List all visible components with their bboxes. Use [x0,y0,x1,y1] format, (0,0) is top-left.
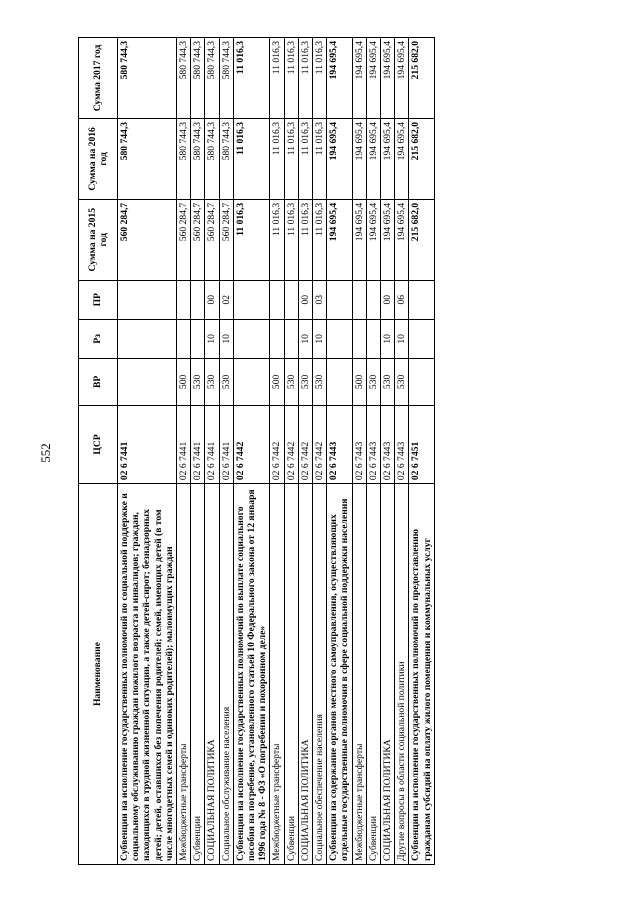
cell-sum-2017: 194 695,4 [366,38,380,119]
cell-sum-2015: 215 682,0 [409,199,434,280]
table-row [366,38,380,865]
cell-name: Межбюджетные трансферты [270,484,284,865]
table-row [352,38,366,865]
cell-sum-2015: 560 284,7 [191,199,205,280]
cell-rz [191,319,205,358]
cell-vr: 530 [381,358,395,405]
cell-name: Межбюджетные трансферты [352,484,366,865]
table-row [233,38,270,865]
cell-vr [233,358,270,405]
cell-pr [118,280,177,319]
cell-sum-2016: 580 744,3 [205,118,219,199]
cell-sum-2015: 11 016,3 [284,199,298,280]
cell-sum-2017: 194 695,4 [395,38,409,119]
cell-sum-2017: 580 744,3 [177,38,191,119]
header-sum-2017: Сумма 2017 год [79,38,118,119]
cell-sum-2017: 580 744,3 [191,38,205,119]
cell-rz [409,319,434,358]
cell-csr: 02 6 7443 [366,405,380,483]
cell-sum-2015: 560 284,7 [118,199,177,280]
cell-vr: 530 [366,358,380,405]
header-csr: ЦСР [79,405,118,483]
cell-name: СОЦИАЛЬНАЯ ПОЛИТИКА [205,484,219,865]
cell-sum-2015: 11 016,3 [298,199,312,280]
cell-sum-2017: 580 744,3 [205,38,219,119]
cell-sum-2016: 215 682,0 [409,118,434,199]
cell-pr [177,280,191,319]
cell-pr [352,280,366,319]
cell-pr [270,280,284,319]
table-row [409,38,434,865]
cell-rz: 10 [313,319,327,358]
cell-name: Субвенции [191,484,205,865]
cell-rz: 10 [298,319,312,358]
cell-vr: 530 [191,358,205,405]
cell-rz [177,319,191,358]
table-row [177,38,191,865]
cell-pr [191,280,205,319]
cell-sum-2016: 11 016,3 [298,118,312,199]
header-sum-2015: Сумма на 2015 год [79,199,118,280]
cell-csr: 02 6 7441 [177,405,191,483]
cell-csr: 02 6 7443 [352,405,366,483]
cell-vr: 500 [270,358,284,405]
cell-rz: 10 [219,319,233,358]
cell-name: Субвенции [366,484,380,865]
cell-vr: 530 [219,358,233,405]
budget-table [78,37,435,865]
cell-sum-2016: 194 695,4 [327,118,352,199]
cell-sum-2015: 11 016,3 [233,199,270,280]
cell-pr [284,280,298,319]
cell-pr [409,280,434,319]
cell-sum-2017: 11 016,3 [298,38,312,119]
cell-name: Социальное обслуживание населения [219,484,233,865]
cell-csr: 02 6 7442 [284,405,298,483]
cell-pr: 00 [298,280,312,319]
table-header-row [79,38,118,865]
page-number: 552 [37,443,53,463]
table-row [327,38,352,865]
cell-rz [233,319,270,358]
cell-rz [352,319,366,358]
cell-rz [327,319,352,358]
cell-name: СОЦИАЛЬНАЯ ПОЛИТИКА [381,484,395,865]
cell-vr: 530 [205,358,219,405]
cell-sum-2015: 560 284,7 [219,199,233,280]
header-rz: Рз [79,319,118,358]
table-row [284,38,298,865]
cell-pr [233,280,270,319]
cell-pr: 02 [219,280,233,319]
cell-csr: 02 6 7443 [327,405,352,483]
cell-sum-2016: 11 016,3 [284,118,298,199]
cell-sum-2015: 194 695,4 [381,199,395,280]
cell-rz: 10 [205,319,219,358]
cell-vr: 530 [395,358,409,405]
cell-name: Социальное обеспечение населения [313,484,327,865]
table-row [298,38,312,865]
cell-vr: 500 [177,358,191,405]
cell-sum-2015: 11 016,3 [313,199,327,280]
cell-sum-2017: 215 682,0 [409,38,434,119]
cell-sum-2017: 580 744,3 [219,38,233,119]
table-row [219,38,233,865]
cell-vr: 530 [313,358,327,405]
cell-name: Другие вопросы в области социальной политики [395,484,409,865]
cell-vr: 530 [298,358,312,405]
cell-sum-2016: 194 695,4 [381,118,395,199]
table-row [313,38,327,865]
cell-csr: 02 6 7451 [409,405,434,483]
cell-sum-2017: 194 695,4 [327,38,352,119]
cell-sum-2015: 11 016,3 [270,199,284,280]
cell-sum-2016: 580 744,3 [118,118,177,199]
cell-pr: 00 [205,280,219,319]
budget-table-rotated [78,37,558,865]
cell-sum-2017: 11 016,3 [233,38,270,119]
cell-sum-2017: 194 695,4 [381,38,395,119]
header-name: Наименование [79,484,118,865]
cell-name: СОЦИАЛЬНАЯ ПОЛИТИКА [298,484,312,865]
cell-sum-2015: 194 695,4 [395,199,409,280]
cell-sum-2016: 11 016,3 [270,118,284,199]
cell-csr: 02 6 7441 [205,405,219,483]
cell-sum-2015: 560 284,7 [177,199,191,280]
cell-rz: 10 [381,319,395,358]
table-body [118,38,435,865]
cell-name: Субвенции на исполнение государственных полномочий по социальной поддержке и социальному обслуживанию граждан пожилого возраста и инвалидов; граждан, находящихся в трудной жизненной ситуации, а также детей-сирот; безнадзорных детей; детей, оставшихся без попечения родителей; семей, имеющих детей (в том числе многодетных семей и одиноких родителей); малоимущих граждан [118,484,177,865]
cell-sum-2017: 11 016,3 [270,38,284,119]
cell-sum-2015: 194 695,4 [352,199,366,280]
cell-csr: 02 6 7441 [219,405,233,483]
cell-rz: 10 [395,319,409,358]
cell-name: Субвенции на исполнение государственных полномочий по выплате социального пособия на погребение, установленного статьей 10 Федерального закона от 12 января 1996 года № 8 - ФЗ «О погребении и похоронном деле» [233,484,270,865]
cell-pr [327,280,352,319]
cell-sum-2016: 580 744,3 [191,118,205,199]
cell-sum-2017: 11 016,3 [284,38,298,119]
table-row [381,38,395,865]
cell-sum-2016: 194 695,4 [366,118,380,199]
cell-name: Субвенции на исполнение государственных полномочий по предоставлению гражданам субсидий на оплату жилого помещения и коммунальных услуг [409,484,434,865]
cell-vr [409,358,434,405]
cell-csr: 02 6 7442 [298,405,312,483]
cell-sum-2017: 194 695,4 [352,38,366,119]
cell-name: Межбюджетные трансферты [177,484,191,865]
cell-csr: 02 6 7441 [118,405,177,483]
cell-name: Субвенции на содержание органов местного самоуправления, осуществляющих отдельные государственные полномочия в сфере социальной поддержки населения [327,484,352,865]
cell-rz [270,319,284,358]
cell-sum-2016: 194 695,4 [352,118,366,199]
cell-csr: 02 6 7442 [233,405,270,483]
header-vr: ВР [79,358,118,405]
header-pr: ПР [79,280,118,319]
cell-sum-2017: 580 744,3 [118,38,177,119]
cell-sum-2016: 11 016,3 [233,118,270,199]
cell-csr: 02 6 7443 [381,405,395,483]
table-row [191,38,205,865]
cell-rz [118,319,177,358]
cell-csr: 02 6 7442 [313,405,327,483]
cell-sum-2015: 194 695,4 [327,199,352,280]
cell-pr [366,280,380,319]
table-row [205,38,219,865]
cell-sum-2017: 11 016,3 [313,38,327,119]
cell-csr: 02 6 7441 [191,405,205,483]
table-row [118,38,177,865]
cell-sum-2016: 580 744,3 [219,118,233,199]
table-row [395,38,409,865]
cell-name: Субвенции [284,484,298,865]
cell-vr [327,358,352,405]
cell-sum-2015: 560 284,7 [205,199,219,280]
cell-sum-2016: 580 744,3 [177,118,191,199]
header-sum-2016: Сумма на 2016 год [79,118,118,199]
cell-rz [366,319,380,358]
cell-sum-2016: 194 695,4 [395,118,409,199]
cell-csr: 02 6 7442 [270,405,284,483]
table-row [270,38,284,865]
cell-vr [118,358,177,405]
cell-sum-2015: 194 695,4 [366,199,380,280]
cell-pr: 06 [395,280,409,319]
cell-pr: 00 [381,280,395,319]
cell-vr: 500 [352,358,366,405]
cell-csr: 02 6 7443 [395,405,409,483]
cell-rz [284,319,298,358]
cell-vr: 530 [284,358,298,405]
cell-pr: 03 [313,280,327,319]
cell-sum-2016: 11 016,3 [313,118,327,199]
